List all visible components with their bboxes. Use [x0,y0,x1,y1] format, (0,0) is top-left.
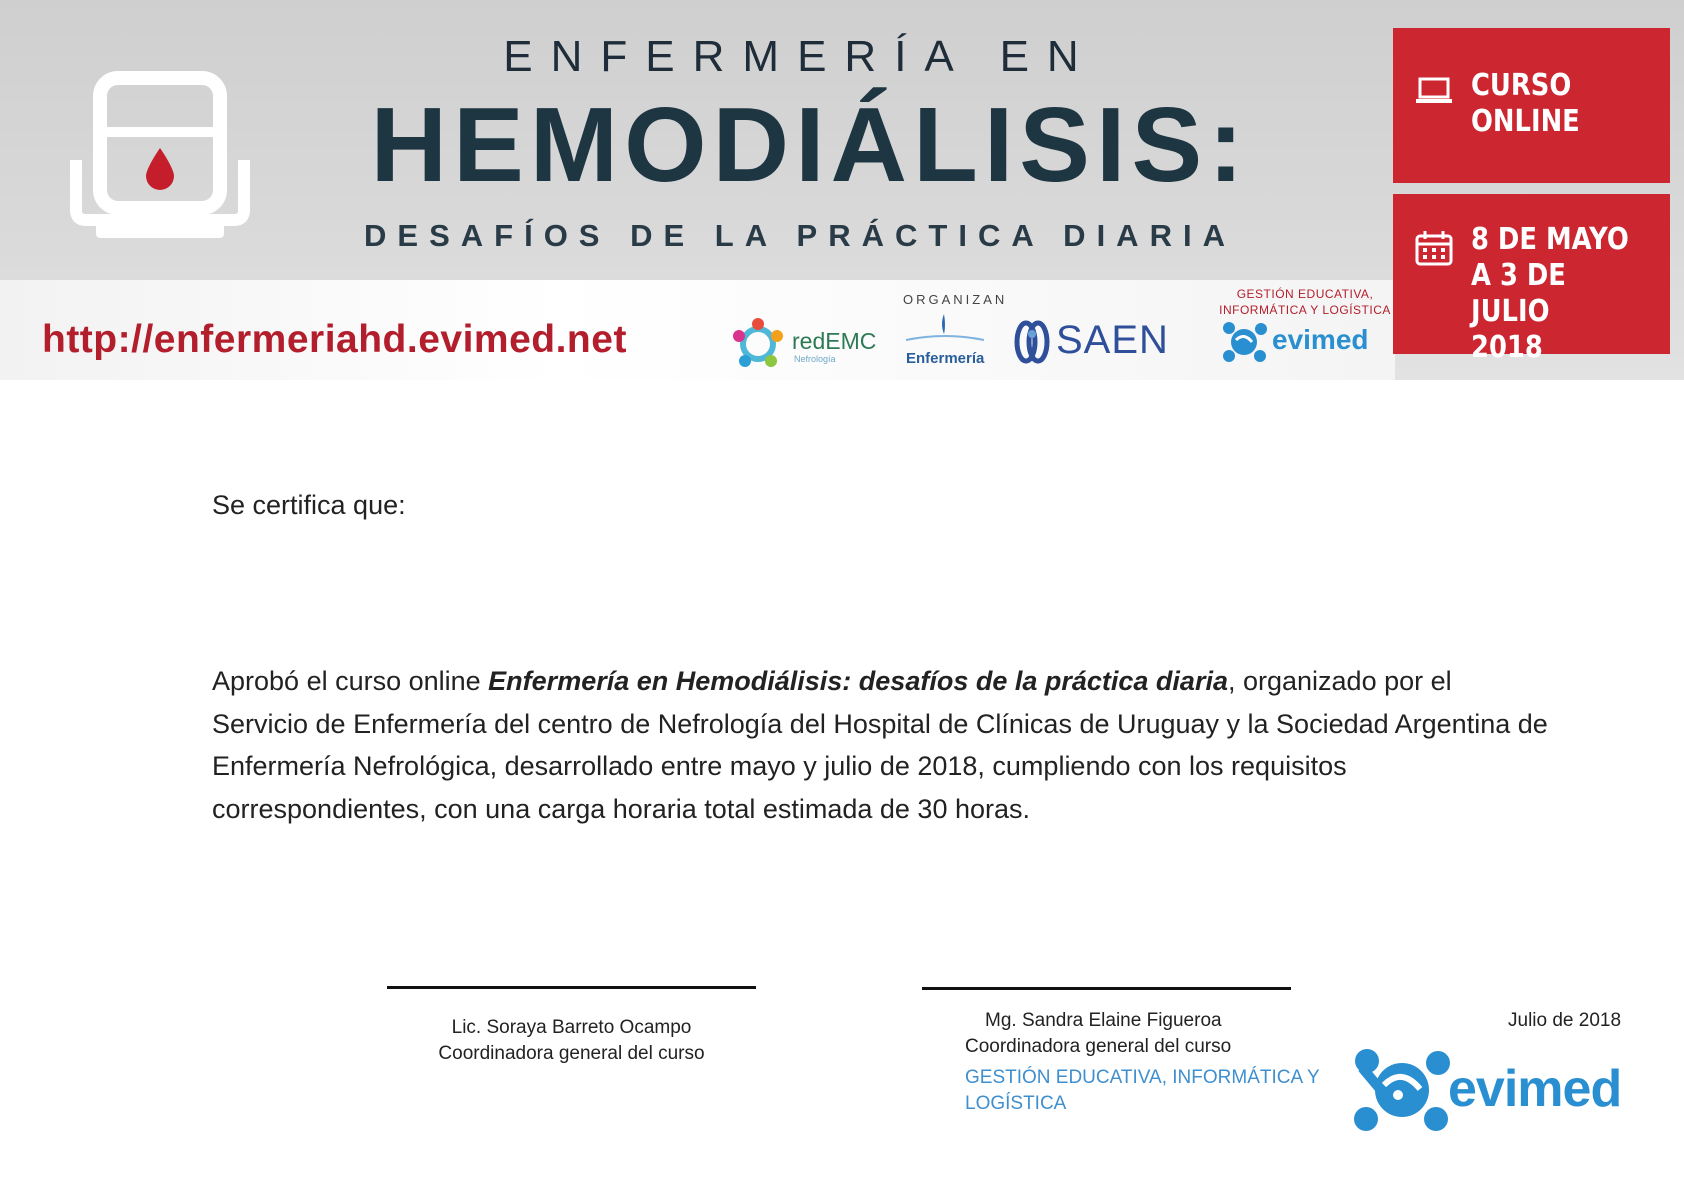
left-signature-line [387,986,756,989]
left-signature-block [387,1015,756,1067]
right-signer-role: Coordinadora general del curso [965,1036,1232,1057]
evimed-footer-symbol-icon [1352,1045,1452,1135]
dates-line2: A 3 DE JULIO [1471,258,1566,329]
course-type-line2: ONLINE [1471,104,1580,139]
left-signer-name: Lic. Soraya Barreto Ocampo [451,1017,692,1038]
right-institution-line1: GESTIÓN EDUCATIVA, INFORMÁTICA Y [965,1067,1320,1088]
redemc-subtitle: Nefrología [794,354,836,364]
dates-line3: 2018 [1471,330,1543,365]
gestion-line1: GESTIÓN EDUCATIVA, [1236,287,1374,301]
saen-name: SAEN [1056,318,1169,362]
gestion-line2: INFORMÁTICA Y LOGÍSTICA [1219,303,1391,317]
left-signer-role: Coordinadora general del curso [438,1043,705,1064]
redemc-logo [730,316,890,372]
banner-title-main: HEMODIÁLISIS: [370,86,1250,204]
course-name: Enfermería en Hemodiálisis: desafíos de la práctica diaria [488,666,1228,696]
right-signer-name: Mg. Sandra Elaine Figueroa [985,1010,1222,1031]
redemc-name: redEMC [792,328,877,354]
enfermeria-logo [900,310,990,372]
saen-logo [1012,320,1182,366]
right-signature-line [922,987,1291,990]
course-dates-badge [1393,194,1670,365]
right-signer-institution [965,1065,1320,1117]
evimed-footer-name: evimed [1448,1060,1622,1118]
laptop-icon [1415,76,1453,106]
banner-title-line1: ENFERMERÍA EN [503,32,1097,81]
calendar-icon [1415,230,1453,266]
evimed-header-logo [1222,320,1382,364]
organizan-label: ORGANIZAN [903,292,1008,307]
enfermeria-name: Enfermería [906,350,985,367]
certificate-paragraph [212,660,1552,830]
evimed-header-symbol-icon [1222,320,1268,364]
course-url-link[interactable]: http://enfermeriahd.evimed.net [42,318,627,361]
enfermeria-symbol-icon [900,310,990,350]
dialysis-chair-icon [70,70,250,245]
course-type-line1: CURSO [1471,68,1572,103]
right-signature-block [922,1008,1291,1060]
course-type-badge [1393,28,1670,183]
banner-subtitle: DESAFÍOS DE LA PRÁCTICA DIARIA [364,218,1236,253]
redemc-symbol-icon [730,316,786,372]
evimed-header-name: evimed [1272,324,1369,355]
header-banner [0,0,1684,380]
gestion-label [1205,286,1405,318]
certificate-intro: Se certifica que: [212,490,406,520]
right-institution-line2: LOGÍSTICA [965,1093,1067,1114]
dates-line1: 8 DE MAYO [1471,222,1629,257]
evimed-footer-logo [1352,1045,1642,1135]
paragraph-end: , organizado por el Servicio de Enfermería del centro de Nefrología del Hospital de Clínicas de Uruguay y la Sociedad Argentina de Enfermería Nefrológica, desarrollado entre mayo y julio de 2018, cumpliendo con los requisitos correspondientes, con una carga horaria total estimada de 30 horas. [212,666,1548,824]
issue-date: Julio de 2018 [1508,1010,1622,1031]
paragraph-start: Aprobó el curso online [212,666,489,696]
saen-symbol-icon [1012,320,1052,364]
